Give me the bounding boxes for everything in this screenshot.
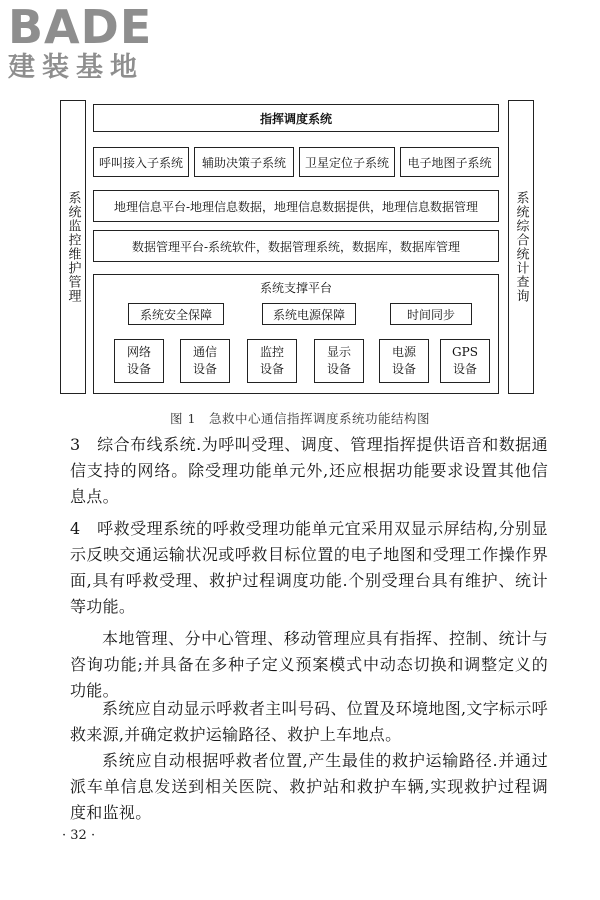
support-platform-title: 系统支撑平台 xyxy=(259,281,332,295)
paragraph: 系统应自动根据呼救者位置,产生最佳的救护运输路径.并通过派车单信息发送到相关医院、救护站和救护车辆,实现救护过程调度和监视。 xyxy=(70,751,548,822)
device-label: 通信设备 xyxy=(192,345,217,376)
paragraph: 本地管理、分中心管理、移动管理应具有指挥、控制、统计与咨询功能;并具备在多种子定义预案模式中动态切换和调整定义的功能。 xyxy=(70,629,548,700)
left-side-box: 系统监控维护管理 xyxy=(60,100,86,394)
device-box xyxy=(247,339,297,383)
device-label: GPS设备 xyxy=(452,345,478,376)
logo-wordmark: BADE xyxy=(8,0,153,54)
device-label: 监控设备 xyxy=(259,345,284,376)
device-box xyxy=(440,339,490,383)
device-label: 电源设备 xyxy=(391,345,416,376)
subsystem-box: 辅助决策子系统 xyxy=(194,147,294,177)
subsystem-box: 呼叫接入子系统 xyxy=(93,147,189,177)
device-box xyxy=(314,339,364,383)
subsystem-box: 卫星定位子系统 xyxy=(299,147,395,177)
device-box xyxy=(180,339,230,383)
device-label: 网络设备 xyxy=(126,345,151,376)
paragraph: 4 呼救受理系统的呼救受理功能单元宜采用双显示屏结构,分别显示反映交通运输状况或呼救目标位置的电子地图和受理工作操作界面,具有呼救受理、救护过程调度功能.个别受理台具有维护、统计等功能。 xyxy=(70,519,548,616)
paragraph: 3 综合布线系统.为呼叫受理、调度、管理指挥提供语音和数据通信支持的网络。除受理功能单元外,还应根据功能要求设置其他信息点。 xyxy=(70,435,548,506)
data-platform-box: 数据管理平台-系统软件，数据管理系统，数据库，数据库管理 xyxy=(93,230,499,262)
service-box: 系统电源保障 xyxy=(262,303,356,325)
service-box: 系统安全保障 xyxy=(128,303,224,325)
device-box xyxy=(114,339,164,383)
figure-caption: 图 1 急救中心通信指挥调度系统功能结构图 xyxy=(170,411,430,426)
device-box xyxy=(379,339,429,383)
geo-platform-box: 地理信息平台-地理信息数据，地理信息数据提供，地理信息数据管理 xyxy=(93,190,499,222)
service-box: 时间同步 xyxy=(390,303,472,325)
logo xyxy=(8,0,178,84)
subsystem-box: 电子地图子系统 xyxy=(400,147,499,177)
page-number: · 32 · xyxy=(62,828,96,843)
support-platform-box xyxy=(93,274,499,394)
command-dispatch-box: 指挥调度系统 xyxy=(93,104,499,132)
paragraph: 系统应自动显示呼救者主叫号码、位置及环境地图,文字标示呼救来源,并确定救护运输路径、救护上车地点。 xyxy=(70,699,548,744)
device-label: 显示设备 xyxy=(326,345,351,376)
logo-subtitle: 建装基地 xyxy=(8,52,144,83)
right-side-box: 系统综合统计查询 xyxy=(508,100,534,394)
